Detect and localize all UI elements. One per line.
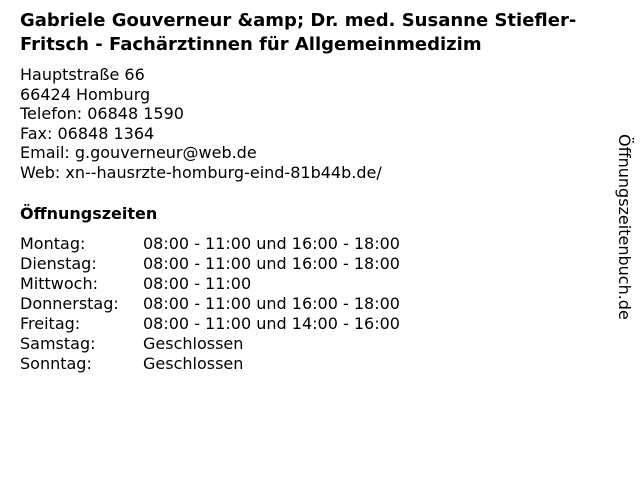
hours-time: 08:00 - 11:00 und 16:00 - 18:00: [143, 294, 400, 313]
phone: Telefon: 06848 1590: [20, 104, 184, 123]
hours-row: [20, 234, 400, 254]
page-title: Gabriele Gouverneur &amp; Dr. med. Susanne Stiefler-Fritsch - Fachärztinnen für Allgemeinmedizim: [20, 10, 577, 55]
email: Email: g.gouverneur@web.de: [20, 143, 257, 162]
fax: Fax: 06848 1364: [20, 123, 155, 143]
hours-time: Geschlossen: [143, 354, 244, 373]
city: 66424 Homburg: [20, 84, 151, 104]
hours-time: 08:00 - 11:00 und 16:00 - 18:00: [143, 234, 400, 253]
hours-time: 08:00 - 11:00 und 16:00 - 18:00: [143, 254, 400, 273]
hours-day: Sonntag:: [20, 354, 92, 373]
hours-row: [20, 254, 400, 274]
hours-row: [20, 354, 400, 374]
opening-hours-table: [20, 234, 400, 374]
hours-day: Samstag:: [20, 334, 96, 353]
hours-row: [20, 314, 400, 334]
opening-hours-heading: Öffnungszeiten: [20, 204, 158, 223]
hours-day: Freitag:: [20, 314, 81, 333]
hours-day: Mittwoch:: [20, 274, 98, 293]
address-block: [20, 65, 382, 182]
website: Web: xn--hausrzte-homburg-eind-81b44b.de/: [20, 162, 382, 182]
hours-time: 08:00 - 11:00 und 14:00 - 16:00: [143, 314, 400, 333]
hours-time: Geschlossen: [143, 334, 244, 353]
hours-row: [20, 274, 400, 294]
hours-row: [20, 334, 400, 354]
street: Hauptstraße 66: [20, 65, 145, 84]
hours-day: Montag:: [20, 234, 86, 253]
hours-row: [20, 294, 400, 314]
brand-watermark: Öffnungszeitenbuch.de: [615, 134, 634, 320]
hours-day: Dienstag:: [20, 254, 97, 273]
hours-time: 08:00 - 11:00: [143, 274, 252, 293]
hours-day: Donnerstag:: [20, 294, 119, 313]
